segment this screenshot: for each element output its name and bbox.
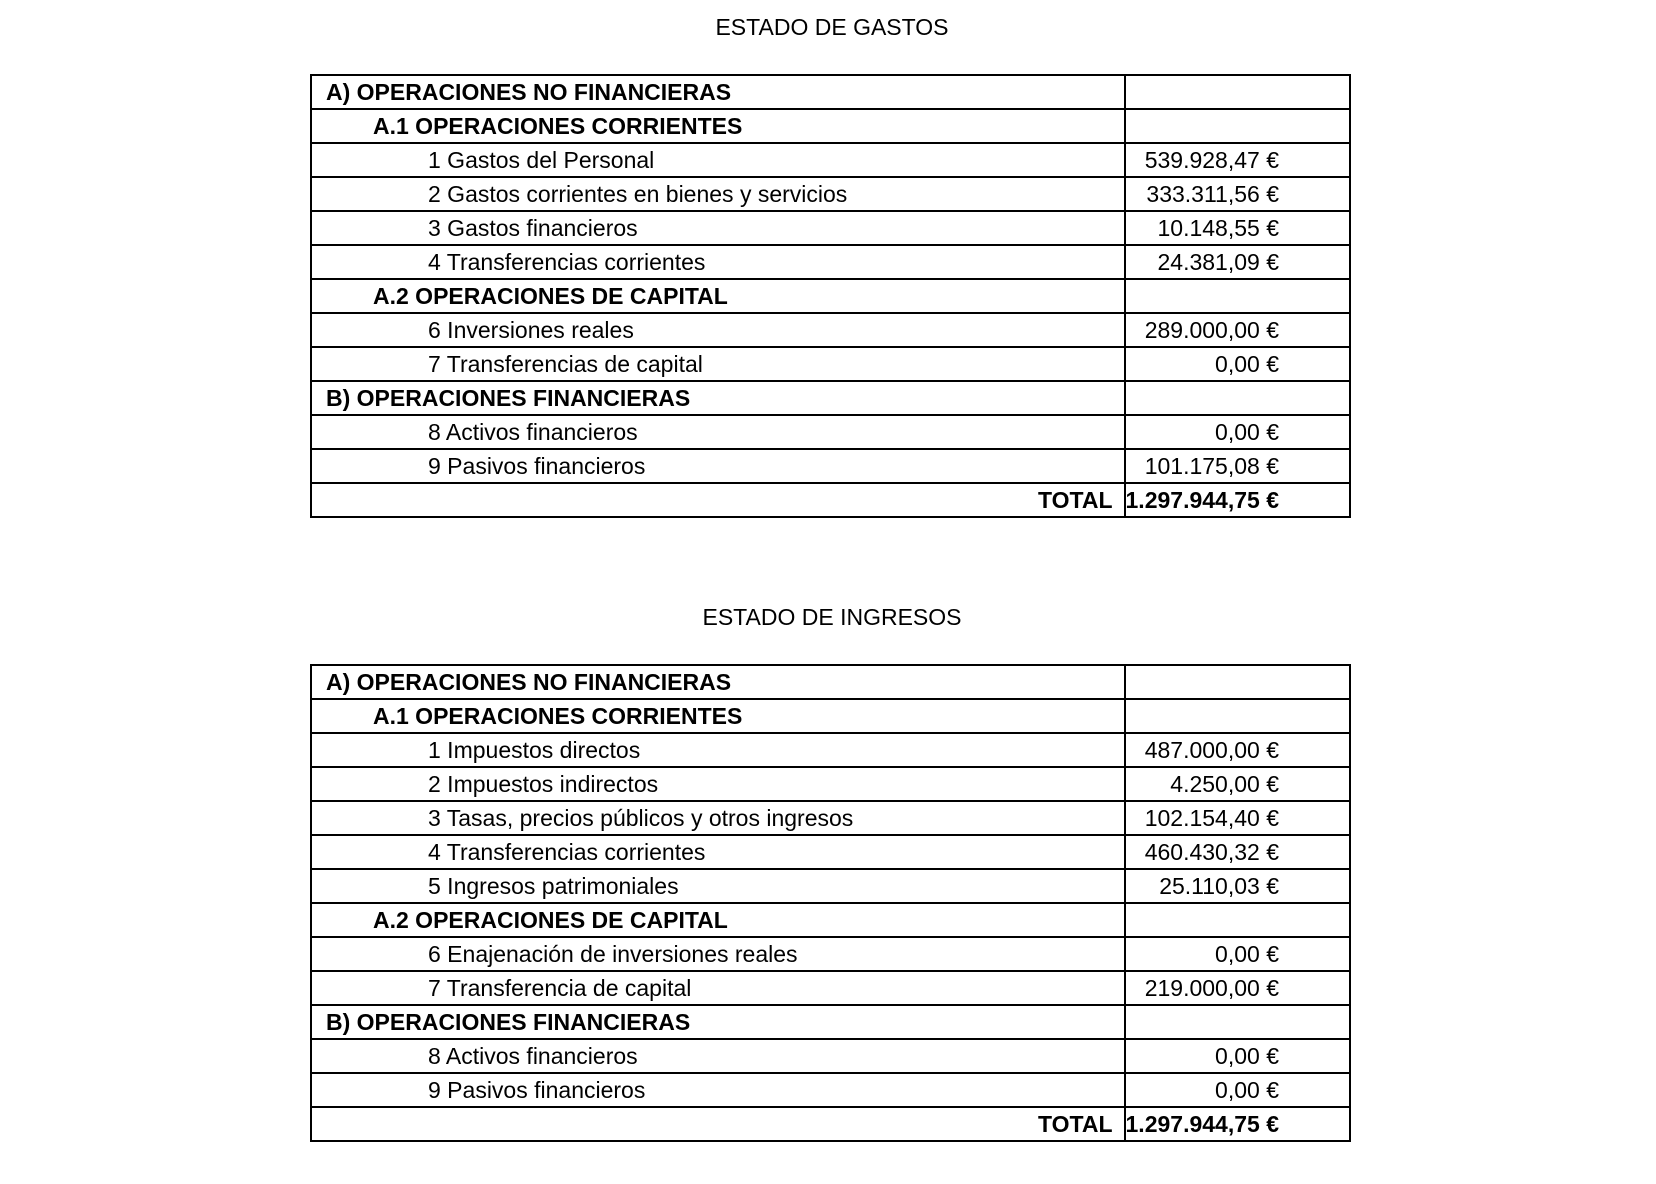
table-row <box>311 279 1350 313</box>
row-label: 7 Transferencias de capital <box>311 347 1125 381</box>
table-row <box>311 767 1350 801</box>
table-row <box>311 109 1350 143</box>
table-row <box>311 835 1350 869</box>
total-value: 1.297.944,75 € <box>1125 1107 1350 1141</box>
table-row <box>311 415 1350 449</box>
table-row <box>311 937 1350 971</box>
row-label: 1 Gastos del Personal <box>311 143 1125 177</box>
row-value <box>1125 903 1350 937</box>
row-value <box>1125 381 1350 415</box>
row-label: A.1 OPERACIONES CORRIENTES <box>311 109 1125 143</box>
row-value: 333.311,56 € <box>1125 177 1350 211</box>
total-row <box>311 1107 1350 1141</box>
table-row <box>311 699 1350 733</box>
row-value: 4.250,00 € <box>1125 767 1350 801</box>
table-row <box>311 733 1350 767</box>
table-row <box>311 313 1350 347</box>
row-label: A.2 OPERACIONES DE CAPITAL <box>311 903 1125 937</box>
table-row <box>311 869 1350 903</box>
row-value <box>1125 109 1350 143</box>
row-value <box>1125 75 1350 109</box>
row-label: A.1 OPERACIONES CORRIENTES <box>311 699 1125 733</box>
row-label: 2 Impuestos indirectos <box>311 767 1125 801</box>
row-value: 539.928,47 € <box>1125 143 1350 177</box>
table-row <box>311 665 1350 699</box>
table-row <box>311 903 1350 937</box>
table-row <box>311 449 1350 483</box>
table-row <box>311 1039 1350 1073</box>
row-label: 8 Activos financieros <box>311 1039 1125 1073</box>
row-label: 1 Impuestos directos <box>311 733 1125 767</box>
row-label: 2 Gastos corrientes en bienes y servicios <box>311 177 1125 211</box>
row-label: 8 Activos financieros <box>311 415 1125 449</box>
gastos-title: ESTADO DE GASTOS <box>715 14 949 40</box>
row-label: B) OPERACIONES FINANCIERAS <box>311 381 1125 415</box>
row-value <box>1125 699 1350 733</box>
table-row <box>311 211 1350 245</box>
row-value: 24.381,09 € <box>1125 245 1350 279</box>
row-label: 5 Ingresos patrimoniales <box>311 869 1125 903</box>
row-label: 9 Pasivos financieros <box>311 449 1125 483</box>
row-value <box>1125 279 1350 313</box>
table-row <box>311 245 1350 279</box>
total-label: TOTAL <box>311 483 1125 517</box>
table-row <box>311 801 1350 835</box>
row-value: 487.000,00 € <box>1125 733 1350 767</box>
row-value: 460.430,32 € <box>1125 835 1350 869</box>
row-label: 7 Transferencia de capital <box>311 971 1125 1005</box>
row-value: 25.110,03 € <box>1125 869 1350 903</box>
total-label: TOTAL <box>311 1107 1125 1141</box>
table-row <box>311 75 1350 109</box>
row-value: 102.154,40 € <box>1125 801 1350 835</box>
row-value: 0,00 € <box>1125 1073 1350 1107</box>
row-value: 101.175,08 € <box>1125 449 1350 483</box>
table-row <box>311 143 1350 177</box>
row-label: A) OPERACIONES NO FINANCIERAS <box>311 665 1125 699</box>
row-label: 9 Pasivos financieros <box>311 1073 1125 1107</box>
row-label: 4 Transferencias corrientes <box>311 835 1125 869</box>
table-row <box>311 381 1350 415</box>
ingresos-title: ESTADO DE INGRESOS <box>702 604 962 630</box>
row-label: A.2 OPERACIONES DE CAPITAL <box>311 279 1125 313</box>
row-label: 3 Tasas, precios públicos y otros ingresos <box>311 801 1125 835</box>
row-value: 10.148,55 € <box>1125 211 1350 245</box>
table-row <box>311 347 1350 381</box>
gastos-table <box>310 74 1351 518</box>
row-value: 289.000,00 € <box>1125 313 1350 347</box>
table-row <box>311 1073 1350 1107</box>
row-value: 0,00 € <box>1125 415 1350 449</box>
row-value <box>1125 1005 1350 1039</box>
row-label: 3 Gastos financieros <box>311 211 1125 245</box>
row-label: 6 Enajenación de inversiones reales <box>311 937 1125 971</box>
table-row <box>311 177 1350 211</box>
row-value: 0,00 € <box>1125 937 1350 971</box>
row-label: B) OPERACIONES FINANCIERAS <box>311 1005 1125 1039</box>
total-value: 1.297.944,75 € <box>1125 483 1350 517</box>
row-value: 0,00 € <box>1125 347 1350 381</box>
row-label: A) OPERACIONES NO FINANCIERAS <box>311 75 1125 109</box>
row-value <box>1125 665 1350 699</box>
row-value: 0,00 € <box>1125 1039 1350 1073</box>
table-row <box>311 1005 1350 1039</box>
total-row <box>311 483 1350 517</box>
table-row <box>311 971 1350 1005</box>
row-label: 4 Transferencias corrientes <box>311 245 1125 279</box>
ingresos-table <box>310 664 1351 1142</box>
row-label: 6 Inversiones reales <box>311 313 1125 347</box>
row-value: 219.000,00 € <box>1125 971 1350 1005</box>
